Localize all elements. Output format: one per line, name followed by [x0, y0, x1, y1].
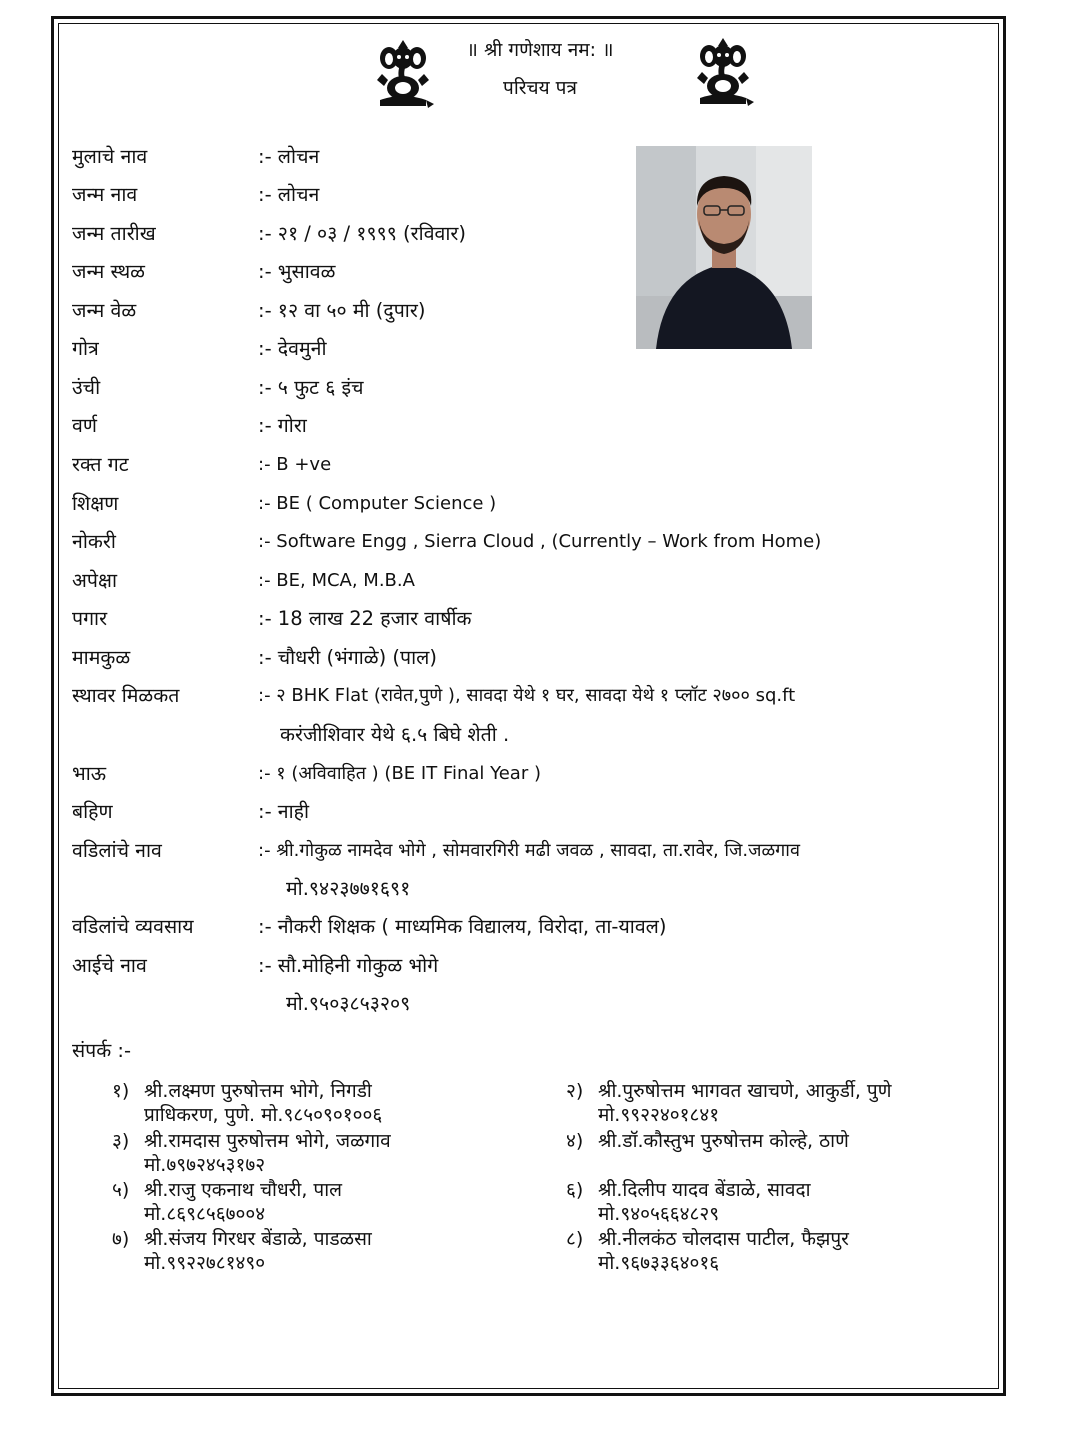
field-label: अपेक्षा: [72, 569, 118, 592]
contact-item: [112, 1178, 342, 1226]
field-value: :- श्री.गोकुळ नामदेव भोगे , सोमवारगिरी मढी जवळ , सावदा, ता.रावेर, जि.जळगाव: [258, 840, 800, 861]
contact-number: ३): [112, 1130, 130, 1152]
contact-item: [566, 1079, 891, 1127]
field-value: :- २ BHK Flat (रावेत,पुणे ), सावदा येथे १ घर, सावदा येथे १ प्लॉट २७०० sq.ft: [258, 685, 796, 706]
contact-item: [566, 1227, 849, 1275]
field-value: :- BE, MCA, M.B.A: [258, 570, 415, 591]
field-label: भाऊ: [72, 762, 107, 785]
field-label: शिक्षण: [72, 492, 119, 515]
contact-line: श्री.संजय गिरधर बेंडाळे, पाडळसा: [144, 1228, 372, 1250]
contact-line: श्री.नीलकंठ चोलदास पाटील, फैझपुर: [598, 1228, 849, 1250]
field-label: रक्त गट: [72, 453, 129, 476]
field-value: :- १२ वा ५० मी (दुपार): [258, 299, 426, 322]
field-label: मुलाचे नाव: [72, 145, 148, 168]
field-value: :- ५ फुट ६ इंच: [258, 376, 364, 399]
contact-number: ४): [566, 1130, 584, 1152]
contact-line: प्राधिकरण, पुणे. मो.९८५०९०१००६: [144, 1104, 383, 1126]
contact-line: श्री.राजु एकनाथ चौधरी, पाल: [144, 1179, 343, 1201]
field-value: :- B +ve: [258, 454, 332, 475]
contacts-title: संपर्क :-: [72, 1039, 132, 1062]
contact-number: ७): [112, 1228, 130, 1250]
profile-photo: [636, 146, 812, 349]
field-value: :- लोचन: [258, 183, 320, 206]
field-value: :- गोरा: [258, 414, 307, 437]
contact-line: मो.९६७३३६४०१६: [598, 1252, 720, 1274]
field-label: पगार: [72, 607, 108, 630]
field-value: :- सौ.मोहिनी गोकुळ भोगे: [258, 954, 439, 977]
contact-number: ८): [566, 1228, 584, 1250]
contact-number: १): [112, 1080, 130, 1102]
field-label: जन्म नाव: [72, 183, 138, 206]
field-value: :- २१ / ०३ / १९९९ (रविवार): [258, 222, 467, 245]
father-mobile: मो.९४२३७७१६९१: [286, 877, 411, 900]
field-label: गोत्र: [72, 337, 99, 360]
field-label: जन्म वेळ: [72, 299, 137, 322]
field-label: आईचे नाव: [72, 954, 147, 977]
field-value: :- 18 लाख 22 हजार वार्षीक: [258, 607, 472, 630]
mother-mobile: मो.९५०३८५३२०९: [286, 992, 411, 1015]
contact-number: २): [566, 1080, 584, 1102]
contact-item: [112, 1227, 372, 1275]
contact-line: मो.९४०५६६४८२९: [598, 1203, 720, 1225]
contact-line: मो.८६९८५६७००४: [144, 1203, 266, 1225]
contact-line: मो.९९२२७८१४९०: [144, 1252, 266, 1274]
contact-line: श्री.दिलीप यादव बेंडाळे, सावदा: [598, 1179, 811, 1201]
contact-line: श्री.डॉ.कौस्तुभ पुरुषोत्तम कोल्हे, ठाणे: [598, 1130, 849, 1152]
field-label: स्थावर मिळकत: [72, 684, 180, 707]
contact-line: मो.७९७२४५३१७२: [144, 1154, 266, 1176]
contact-line: श्री.रामदास पुरुषोत्तम भोगे, जळगाव: [144, 1130, 391, 1152]
contact-item: [112, 1079, 382, 1127]
contact-line: श्री.पुरुषोत्तम भागवत खाचणे, आकुर्डी, पुणे: [598, 1080, 892, 1102]
contact-line: श्री.लक्ष्मण पुरुषोत्तम भोगे, निगडी: [144, 1080, 372, 1102]
field-label: वर्ण: [72, 414, 97, 437]
page-title: परिचय पत्र: [503, 77, 577, 99]
field-value: :- चौधरी (भंगाळे) (पाल): [258, 646, 437, 669]
field-value: :- १ (अविवाहित ) (BE IT Final Year ): [258, 763, 541, 784]
field-value: :- लोचन: [258, 145, 320, 168]
field-label: उंची: [72, 376, 101, 399]
field-value: :- BE ( Computer Science ): [258, 493, 497, 514]
field-label: वडिलांचे नाव: [72, 839, 162, 862]
field-label: बहिण: [72, 800, 113, 823]
property-continuation: करंजीशिवार येथे ६.५ बिघे शेती .: [280, 723, 510, 746]
field-label: वडिलांचे व्यवसाय: [72, 915, 194, 938]
contact-number: ५): [112, 1179, 130, 1201]
contact-item: [566, 1178, 810, 1226]
contact-line: मो.९९२२४०१८४१: [598, 1104, 720, 1126]
field-label: मामकुळ: [72, 646, 131, 669]
contact-item: [112, 1129, 391, 1177]
field-value: :- भुसावळ: [258, 260, 336, 283]
field-value: :- नाही: [258, 800, 310, 823]
contact-number: ६): [566, 1179, 584, 1201]
field-label: जन्म स्थळ: [72, 260, 146, 283]
field-label: जन्म तारीख: [72, 222, 156, 245]
field-value: :- देवमुनी: [258, 337, 327, 360]
field-value: :- नौकरी शिक्षक ( माध्यमिक विद्यालय, विरोदा, ता-यावल): [258, 915, 667, 938]
field-label: नोकरी: [72, 530, 116, 553]
contact-item: [566, 1129, 849, 1153]
invocation-heading: ॥ श्री गणेशाय नम: ॥: [466, 39, 614, 61]
field-value: :- Software Engg , Sierra Cloud , (Currently – Work from Home): [258, 531, 822, 552]
